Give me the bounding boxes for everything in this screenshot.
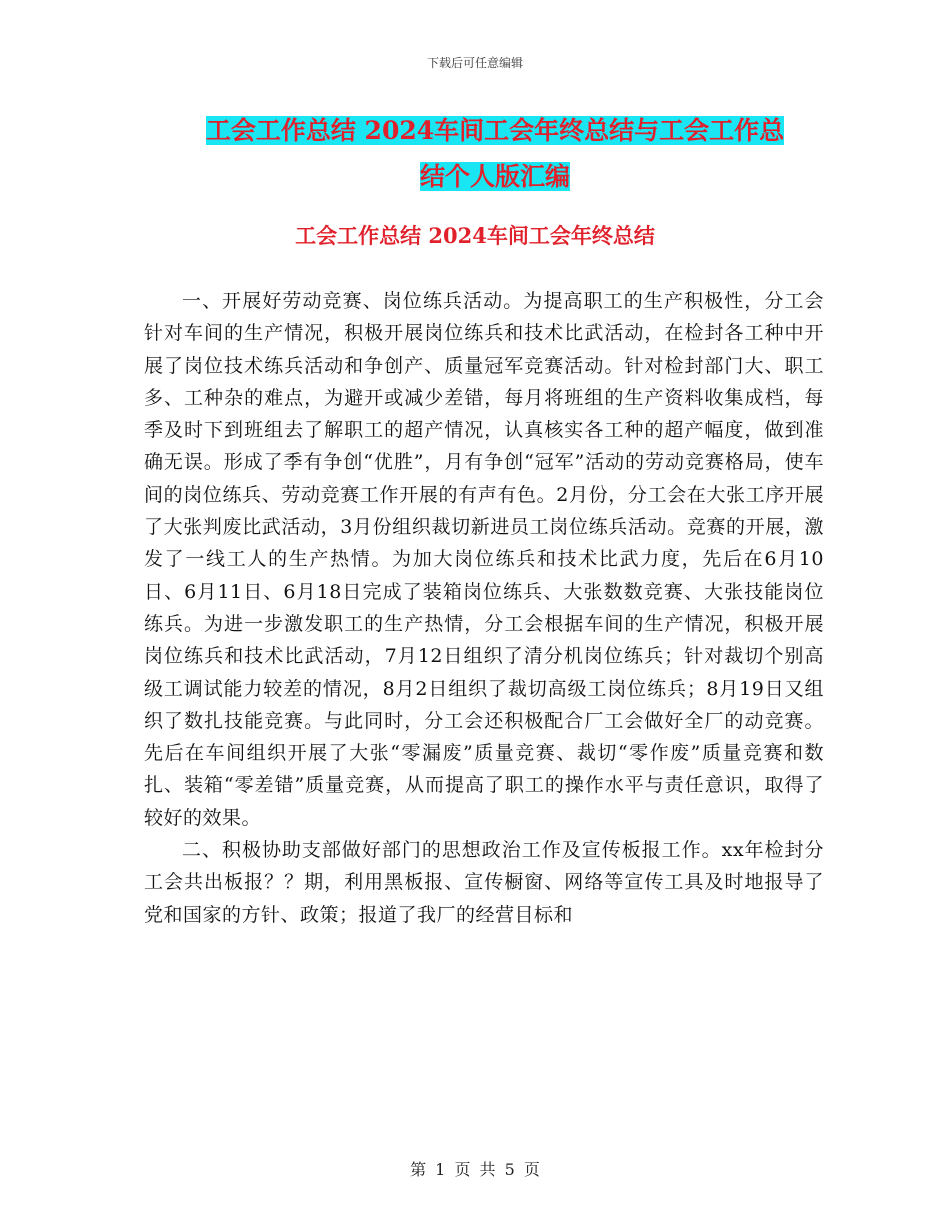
body-text [144,285,824,931]
page-footer: 第 1 页 共 5 页 [410,1160,540,1179]
header-note: 下载后可任意编辑 [426,56,523,70]
document-title-line1: 工会工作总结 2024车间工会年终总结与工会工作总 [205,116,785,145]
document-title [180,108,810,200]
paragraph: 二、积极协助支部做好部门的思想政治工作及宣传板报工作。xx年检封分工会共出板报？？期，利用黑板报、宣传橱窗、网络等宣传工具及时地报导了党和国家的方针、政策；报道了我厂的经营目标和 [144,839,824,926]
section-title: 工会工作总结 2024车间工会年终总结 [295,223,655,248]
paragraph: 一、开展好劳动竞赛、岗位练兵活动。为提高职工的生产积极性，分工会针对车间的生产情况，积极开展岗位练兵和技术比武活动，在检封各工种中开展了岗位技术练兵活动和争创产、质量冠军竞赛活动。针对检封部门大、职工多、工种杂的难点，为避开或减少差错，每月将班组的生产资料收集成档，每季及时下到班组去了解职工的超产情况，认真核实各工种的超产幅度，做到准确无误。形成了季有争创“优胜”，月有争创“冠军”活动的劳动竞赛格局，使车间的岗位练兵、劳动竞赛工作开展的有声有色。2月份，分工会在大张工序开展了大张判废比武活动，3月份组织裁切新进员工岗位练兵活动。竞赛的开展，激发了一线工人的生产热情。为加大岗位练兵和技术比武力度，先后在6月10日、6月11日、6月18日完成了装箱岗位练兵、大张数数竞赛、大张技能岗位练兵。为进一步激发职工的生产热情，分工会根据车间的生产情况，积极开展岗位练兵和技术比武活动，7月12日组织了清分机岗位练兵；针对裁切个别高级工调试能力较差的情况，8月2日组织了裁切高级工岗位练兵；8月19日又组织了数扎技能竞赛。与此同时，分工会还积极配合厂工会做好全厂的动竞赛。先后在车间组织开展了大张“零漏废”质量竞赛、裁切“零作废”质量竞赛和数扎、装箱“零差错”质量竞赛，从而提高了职工的操作水平与责任意识，取得了较好的效果。 [144,290,824,829]
document-title-line2: 结个人版汇编 [419,162,570,191]
